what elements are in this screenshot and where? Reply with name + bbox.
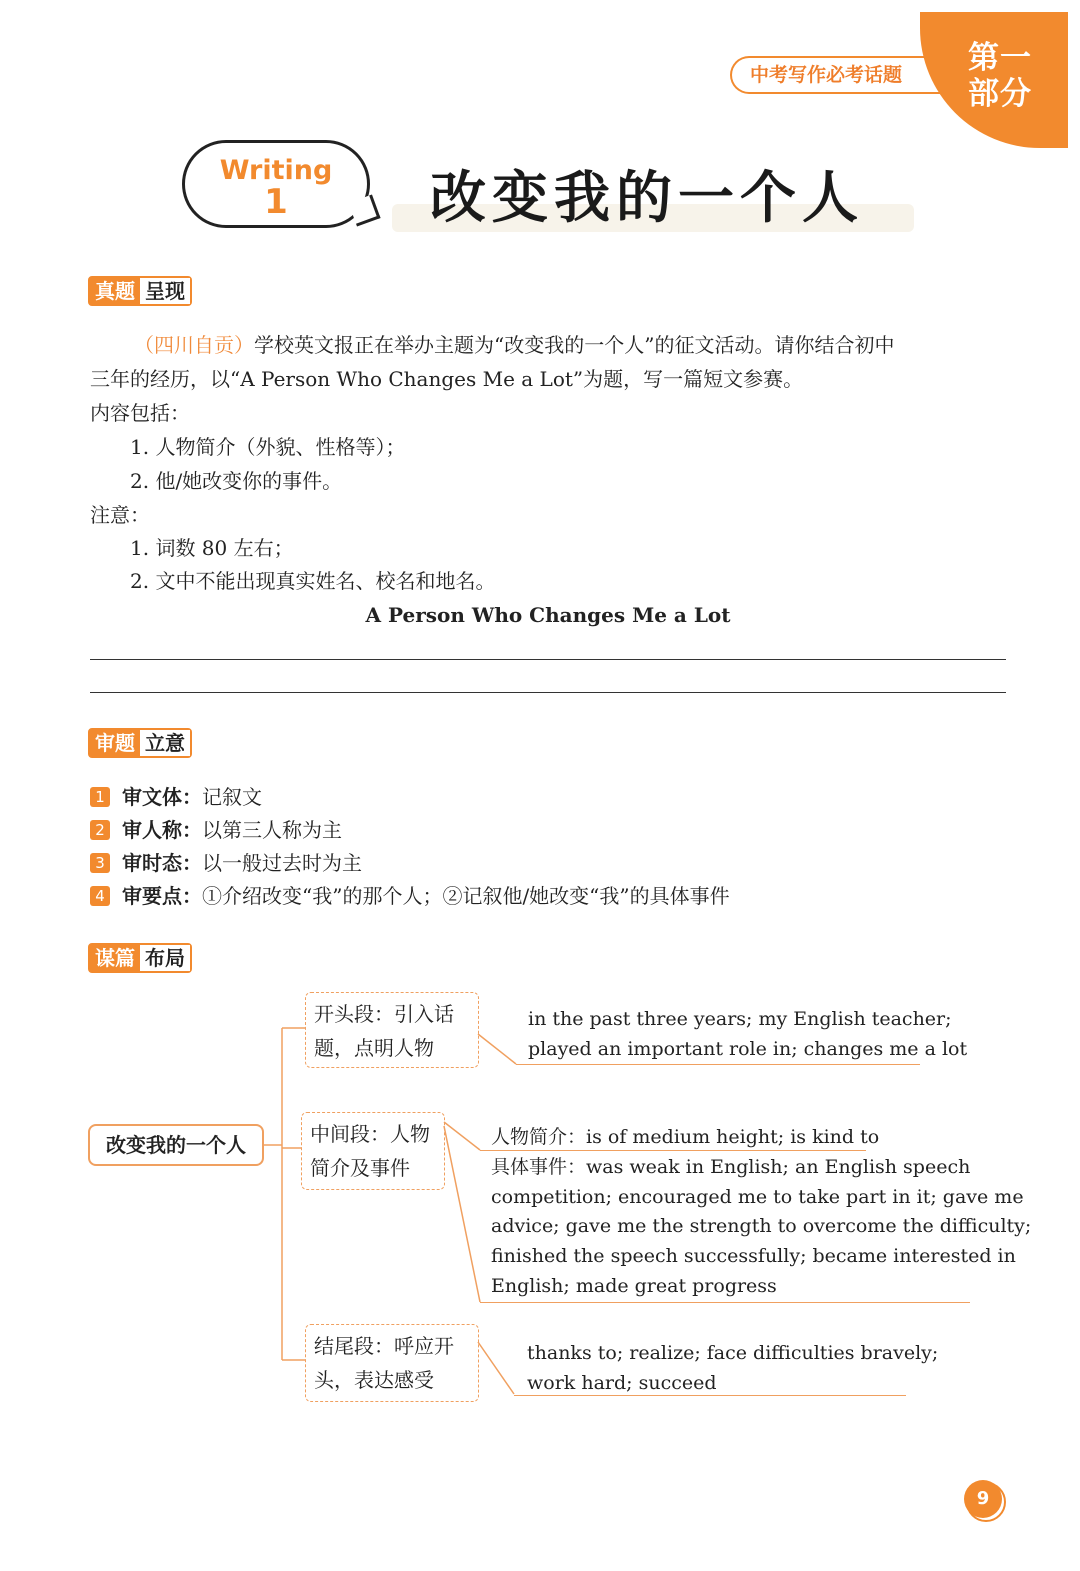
mindmap-root: 改变我的一个人 xyxy=(88,1124,264,1166)
analysis-text: 以一般过去时为主 xyxy=(202,851,362,875)
prompt-line-2: 三年的经历，以“A Person Who Changes Me a Lot”为题，写一篇短文参赛。 xyxy=(90,367,804,391)
intro-label: 人物简介： xyxy=(491,1126,587,1148)
part-label: 第一部分 xyxy=(968,40,1032,112)
analysis-text: 以第三人称为主 xyxy=(202,818,342,842)
event-text: was weak in English; an English speech xyxy=(586,1156,971,1178)
analysis-label: 审时态： xyxy=(122,851,202,875)
writing-word: Writing xyxy=(219,155,333,186)
box-line: 结尾段：呼应开 xyxy=(314,1334,454,1358)
branch-text-event-line: finished the speech successfully; became interested in xyxy=(491,1245,1016,1267)
branch-text-event-line: competition; encouraged me to take part in it; gave me xyxy=(491,1186,1024,1208)
content-label: 内容包括： xyxy=(90,401,190,425)
number-badge: 1 xyxy=(90,787,110,807)
underline xyxy=(516,1064,920,1065)
essay-title: A Person Who Changes Me a Lot xyxy=(365,603,731,627)
box-line: 开头段：引入话 xyxy=(314,1002,454,1026)
number-badge: 2 xyxy=(90,820,110,840)
section-head-b: 立意 xyxy=(140,730,190,756)
branch-text-ending-2: work hard; succeed xyxy=(527,1372,717,1394)
branch-text-opening-1: in the past three years; my English teacher; xyxy=(528,1008,952,1030)
box-line: 题，点明人物 xyxy=(314,1036,434,1060)
analysis-label: 审人称： xyxy=(122,818,202,842)
note-item-1: 1. 词数 80 左右； xyxy=(130,536,294,560)
note-item-2: 2. 文中不能出现真实姓名、校名和地名。 xyxy=(130,569,496,593)
box-line: 简介及事件 xyxy=(310,1156,410,1180)
intro-text: is of medium height; is kind to xyxy=(586,1126,880,1148)
event-label: 具体事件： xyxy=(491,1156,587,1178)
mindmap-box-ending xyxy=(305,1324,479,1402)
number-badge: 3 xyxy=(90,853,110,873)
branch-text-opening-2: played an important role in; changes me a lot xyxy=(528,1038,968,1060)
prompt-text-1: 学校英文报正在举办主题为“改变我的一个人”的征文活动。请你结合初中 xyxy=(254,333,895,357)
section-head-b: 布局 xyxy=(140,945,190,971)
topic-label: 中考写作必考话题 xyxy=(730,56,950,94)
page-title: 改变我的一个人 xyxy=(430,166,864,231)
section-head-a: 审题 xyxy=(90,730,140,756)
branch-text-event xyxy=(491,1152,970,1182)
prompt-source: （四川自贡） xyxy=(134,333,254,357)
section-head-b: 呈现 xyxy=(140,278,190,304)
note-label: 注意： xyxy=(90,503,150,527)
branch-text-event-line: advice; gave me the strength to overcome the difficulty; xyxy=(491,1215,1032,1237)
underline xyxy=(514,1395,906,1396)
analysis-text: 记叙文 xyxy=(202,785,262,809)
analysis-label: 审要点： xyxy=(122,884,202,908)
content-item-2: 2. 他/她改变你的事件。 xyxy=(130,469,343,493)
writing-number: 1 xyxy=(264,182,288,222)
box-line: 头，表达感受 xyxy=(314,1368,434,1392)
analysis-label: 审文体： xyxy=(122,785,202,809)
mindmap-box-middle xyxy=(301,1112,445,1190)
underline xyxy=(480,1150,866,1151)
branch-text-ending-1: thanks to; realize; face difficulties bravely; xyxy=(527,1342,939,1364)
section-head-a: 真题 xyxy=(90,278,140,304)
number-badge: 4 xyxy=(90,886,110,906)
box-line: 中间段：人物 xyxy=(310,1122,430,1146)
section-head-a: 谋篇 xyxy=(90,945,140,971)
mindmap-box-opening xyxy=(305,992,479,1068)
content-item-1: 1. 人物简介（外貌、性格等）； xyxy=(130,435,406,459)
branch-text-intro xyxy=(491,1122,879,1152)
underline xyxy=(480,1302,970,1303)
analysis-text: ①介绍改变“我”的那个人；②记叙他/她改变“我”的具体事件 xyxy=(202,884,730,908)
branch-text-event-line: English; made great progress xyxy=(491,1275,777,1297)
page-number: 9 xyxy=(964,1480,1002,1518)
